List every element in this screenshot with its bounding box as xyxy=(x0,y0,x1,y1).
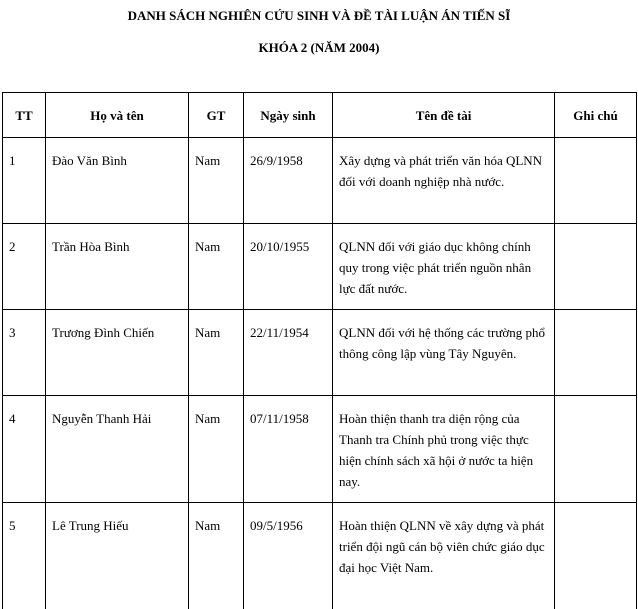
cell-tt: 4 xyxy=(3,396,46,503)
cell-tt: 5 xyxy=(3,503,46,609)
cell-dob: 22/11/1954 xyxy=(244,310,333,396)
cell-gender: Nam xyxy=(189,138,244,224)
header-tt: TT xyxy=(3,93,46,138)
table-row xyxy=(3,503,637,609)
header-dob: Ngày sinh xyxy=(244,93,333,138)
header-gender: GT xyxy=(189,93,244,138)
table-row xyxy=(3,138,637,224)
cell-gender: Nam xyxy=(189,396,244,503)
document-subtitle: KHÓA 2 (NĂM 2004) xyxy=(0,40,638,56)
cell-note xyxy=(555,138,637,224)
document-title: DANH SÁCH NGHIÊN CỨU SINH VÀ ĐỀ TÀI LUẬN ÁN TIẾN SĨ xyxy=(0,8,638,24)
cell-tt: 1 xyxy=(3,138,46,224)
cell-gender: Nam xyxy=(189,224,244,310)
cell-note xyxy=(555,396,637,503)
cell-dob: 26/9/1958 xyxy=(244,138,333,224)
cell-note xyxy=(555,224,637,310)
student-table xyxy=(2,92,637,609)
table-row xyxy=(3,224,637,310)
cell-tt: 3 xyxy=(3,310,46,396)
table-header-row xyxy=(3,93,637,138)
cell-name: Nguyễn Thanh Hải xyxy=(46,396,189,503)
cell-topic: Hoàn thiện QLNN về xây dựng và phát triển đội ngũ cán bộ viên chức giáo dục đại học Việt Nam. xyxy=(333,503,555,609)
table-row xyxy=(3,310,637,396)
cell-dob: 20/10/1955 xyxy=(244,224,333,310)
cell-dob: 07/11/1958 xyxy=(244,396,333,503)
header-name: Họ và tên xyxy=(46,93,189,138)
cell-note xyxy=(555,503,637,609)
cell-topic: QLNN đối với hệ thống các trường phổ thông công lập vùng Tây Nguyên. xyxy=(333,310,555,396)
cell-topic: Hoàn thiện thanh tra diện rộng của Thanh tra Chính phủ trong việc thực hiện chính sách xã hội ở nước ta hiện nay. xyxy=(333,396,555,503)
cell-topic: QLNN đối với giáo dục không chính quy trong việc phát triển nguồn nhân lực đất nước. xyxy=(333,224,555,310)
cell-topic: Xây dựng và phát triển văn hóa QLNN đối với doanh nghiệp nhà nước. xyxy=(333,138,555,224)
table-row xyxy=(3,396,637,503)
cell-note xyxy=(555,310,637,396)
cell-name: Đào Văn Bình xyxy=(46,138,189,224)
header-topic: Tên đề tài xyxy=(333,93,555,138)
cell-gender: Nam xyxy=(189,503,244,609)
cell-dob: 09/5/1956 xyxy=(244,503,333,609)
cell-name: Lê Trung Hiếu xyxy=(46,503,189,609)
cell-gender: Nam xyxy=(189,310,244,396)
cell-tt: 2 xyxy=(3,224,46,310)
header-note: Ghi chú xyxy=(555,93,637,138)
cell-name: Trương Đình Chiến xyxy=(46,310,189,396)
cell-name: Trần Hòa Bình xyxy=(46,224,189,310)
